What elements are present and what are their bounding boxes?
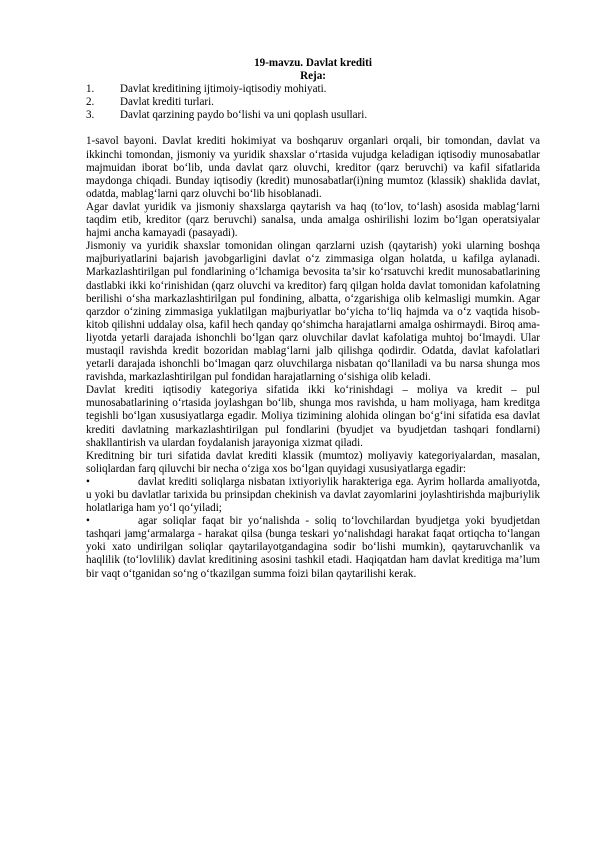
plan-item-number: 1. — [86, 83, 95, 96]
plan-item-number: 3. — [86, 109, 95, 122]
body-paragraph: 1-savol bayoni. Davlat krediti hokimiyat va boshqaruv organlari orqali, bir tomondan, davlat va ikkinchi tomondan, jismoniy va yuridik shaxslar o‘rtasida vujudga keladigan iqtisodiy munosabatlar majmuidan iborat bo‘lib, unda davlat qarz oluvchi, kreditor (qarz beruvchi) va kafil sifatlarida maydonga chiqadi. Bunday iqtisodiy (kredit) munosabatlar(i)ning mumtoz (klassik) shaklida davlat, odatda, mablag‘larni qarz oluvchi bo‘lib hisoblanadi. — [86, 135, 540, 200]
spacer — [86, 122, 540, 135]
bullet-item — [86, 515, 540, 580]
plan-item — [86, 83, 540, 96]
plan-item-text: Davlat krediti turlari. — [120, 96, 214, 109]
plan-item — [86, 109, 540, 122]
bullet-text: agar soliqlar faqat bir yo‘nalishda - soliq to‘lovchilardan byudjetga yoki byudjetdan tashqari jamg‘armalarga - harakat qilsa (bunga teskari yo‘nalishdagi harakat faqat ortiqcha to‘langan yoki xato undirilgan soliqlar qaytarilayotgandagina sodir bo‘lishi mumkin), qaytaruvchanlik va haqlilik (to‘lovlilik) davlat kreditining asosini tashkil etadi. Haqiqatdan ham davlat kreditiga ma’lum bir vaqt o‘tganidan so‘ng o‘tkazilgan summa foizi bilan qaytarilishi kerak. — [86, 515, 540, 580]
plan-item-text: Davlat kreditining ijtimoiy-iqtisodiy mohiyati. — [120, 83, 327, 96]
bullet-marker: • — [86, 475, 90, 488]
bullet-text: davlat krediti soliqlarga nisbatan ixtiyoriylik harakteriga ega. Ayrim hollarda amaliyotda, u yoki bu davlatlar tarixida bu prinsipdan chekinish va davlat zayomlarini joylashtirishda majburiylik holatlariga ham yo‘l qo‘yiladi; — [86, 475, 540, 515]
plan-item-text: Davlat qarzining paydo bo‘lishi va uni qoplash usullari. — [120, 109, 368, 122]
body-paragraph: Kreditning bir turi sifatida davlat krediti klassik (mumtoz) moliyaviy kategoriyalardan, masalan, soliqlardan farq qiluvchi bir necha o‘ziga xos bo‘lgan quyidagi xususiyatlarga egadir: — [86, 449, 540, 475]
plan-item — [86, 96, 540, 109]
plan-list — [86, 83, 540, 122]
bullet-item — [86, 476, 540, 515]
plan-item-number: 2. — [86, 96, 95, 109]
body-paragraph: Jismoniy va yuridik shaxslar tomonidan olingan qarzlarni uzish (qaytarish) yoki ularning boshqa majburiyatlarini bajarish javobgarligini davlat o‘z zimmasiga olgan holatda, u kafilga aylanadi. Markazlashtirilgan pul fondlarining o‘lchamiga bevosita ta’sir ko‘rsatuvchi kredit munosabatlarining dastlabki ikki ko‘rinishidan (qarz oluvchi va kreditor) farq qilgan holda davlat tomonidan kafolatning berilishi o‘sha markazlashtirilgan pul fondining, albatta, o‘zgarishiga olib kelmasligi mumkin. Agar qarzdor o‘zining zimmasiga yuklatilgan majburiyatlar bo‘yicha to‘liq hajmda va o‘z vaqtida hisob-kitob qilishni uddalay olsa, kafil hech qanday qo‘shimcha harajatlarni amalga oshirmaydi. Biroq ama-liyotda yetarli darajada ishonchli bo‘lgan qarz oluvchilar davlat kafolatiga muhtoj bo‘lmaydi. Ular mustaqil ravishda kredit bozoridan mablag‘larni jalb qilishga qodirdir. Odatda, davlat kafolatlari yetarli darajada ishonchli bo‘lmagan qarz oluvchilarga nisbatan qo‘llaniladi va bu narsa shunga mos ravishda, markazlashtirilgan pul fondidan harajatlarning o‘sishiga olib keladi. — [86, 240, 540, 384]
bullet-marker: • — [86, 515, 90, 528]
body-paragraph: Davlat krediti iqtisodiy kategoriya sifatida ikki ko‘rinishdagi – moliya va kredit – pul munosabatlarining o‘rtasida joylashgan bo‘lib, shunga mos ravishda, u ham moliyaga, ham kreditga tegishli bo‘lgan xususiyatlarga egadir. Moliya tizimining alohida olingan bo‘g‘ini sifatida esa davlat krediti davlatning markazlashtirilgan pul fondlarini (byudjet va byudjetdan tashqari fondlarni) shakllantirish va ulardan foydalanish jarayoniga xizmat qiladi. — [86, 384, 540, 449]
body-paragraph: Agar davlat yuridik va jismoniy shaxslarga qaytarish va haq (to‘lov, to‘lash) asosida mablag‘larni taqdim etib, kreditor (qarz beruvchi) sanalsa, unda amalga oshirilishi lozim bo‘lgan operatsiyalar hajmi ancha kamayadi (pasayadi). — [86, 200, 540, 240]
plan-heading: Reja: — [300, 70, 326, 83]
page-title: 19-mavzu. Davlat krediti — [254, 57, 372, 69]
